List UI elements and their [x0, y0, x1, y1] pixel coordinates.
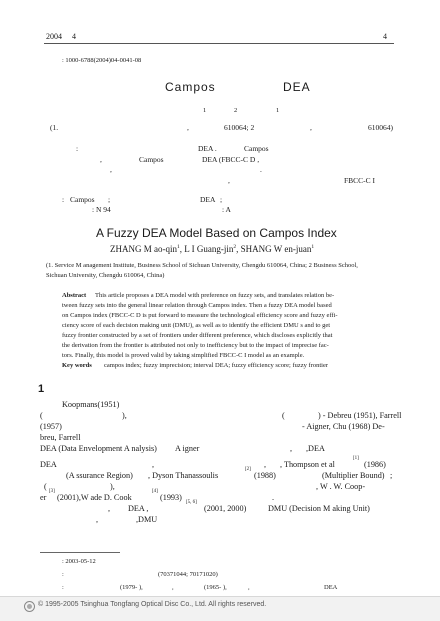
abstract-en-line-1: This article proposes a DEA model with preference on fuzzy sets, and translates relation be-	[95, 292, 335, 299]
s1-p7b: , Dyson Thanassoulis	[148, 471, 219, 480]
s1-p10a: ,	[108, 504, 111, 513]
s1-p8a: (	[44, 482, 47, 491]
cn-abstract-l1b: DEA .	[198, 144, 217, 153]
header-issue: 4	[72, 32, 76, 41]
cn-affiliation-c: 610064; 2	[224, 123, 255, 132]
footnote-author-d: (1965- ),	[204, 584, 227, 591]
s1-p7e: (Multiplier Bound)	[322, 471, 385, 480]
cn-abstract-l1c: Campos	[244, 144, 269, 153]
footnote-fund-b: (70371044; 70171020)	[158, 571, 218, 578]
s1-p9a: er	[40, 493, 47, 502]
author-2: , L I Guang-jin	[179, 244, 234, 254]
s1-p6d: , Thompson et al	[280, 460, 335, 469]
abstract-en-line-2: tween fuzzy sets into the general linear relation through Campos index. Then a fuzzy DEA model based	[62, 302, 332, 309]
s1-p5a: DEA (Data Envelopment A nalysis)	[40, 444, 157, 453]
s1-p4: breu, Farrell	[40, 433, 81, 442]
title-cn-left: Campos	[165, 80, 216, 94]
s1-p10b: DEA ,	[128, 504, 149, 513]
s1-p9e: (1993)	[160, 493, 182, 502]
s1-p10e: DMU (Decision M aking Unit)	[268, 504, 370, 513]
affiliation-en-line-1: (1. Service M anagement Institute, Business School of Sichuan University, Chengdu 610064, China; 2 Business School,	[46, 262, 358, 269]
s1-p2d: ) - Debreu (1951), Farrell	[318, 411, 402, 420]
author-mark-3: 1	[276, 107, 280, 114]
s1-p7a: (A ssurance Region)	[66, 471, 133, 480]
s1-ref-2: [2]	[245, 467, 251, 472]
s1-ref-4: [4]	[152, 489, 158, 494]
s1-p5c: ,	[290, 444, 293, 453]
s1-p2c: (	[282, 411, 285, 420]
publisher-logo-icon	[24, 601, 35, 612]
s1-p9c: (2001),W ade D. Cook	[57, 493, 132, 502]
s1-p3b: - Aigner, Chu (1968) De-	[302, 422, 385, 431]
title-en: A Fuzzy DEA Model Based on Campos Index	[96, 226, 337, 240]
s1-p3a: (1957)	[40, 422, 62, 431]
affiliation-en-line-2: Sichuan University, Chengdu 610064, China)	[46, 272, 165, 279]
author-mark-1: 1	[203, 107, 207, 114]
s1-p2a: (	[40, 411, 43, 420]
author-1: ZHANG M ao-qin	[110, 244, 177, 254]
cn-affiliation-e: 610064)	[368, 123, 393, 132]
s1-p10d: (2001, 2000)	[204, 504, 247, 513]
cn-abstract-l4b: FBCC-C I	[344, 176, 376, 185]
copyright-text: © 1995-2005 Tsinghua Tongfang Optical Disc Co., Ltd. All rights reserved.	[38, 601, 267, 608]
cn-clc-number: : N 94	[92, 205, 111, 214]
footnote-received: : 2003-05-12	[62, 558, 96, 565]
s1-p5d: ,DEA	[306, 444, 325, 453]
abstract-en-label: Abstract	[62, 292, 87, 299]
author-3: , SHANG W en-juan	[236, 244, 312, 254]
s1-p6c: ,	[264, 460, 267, 469]
s1-p7f: ;	[390, 471, 393, 480]
cn-keyword-3: DEA	[200, 195, 216, 204]
header-rule	[44, 43, 394, 44]
abstract-en-line-6: the derivation from the frontier is attributed not only to inefficiency but to the impact of imprecise fac-	[62, 342, 329, 349]
authors-en	[110, 244, 314, 254]
abstract-en-line-7: tors. Finally, this model is proved valid by taking simplified FBCC-C I model as an example.	[62, 352, 305, 359]
cn-affiliation-a: (1.	[50, 123, 59, 132]
s1-p1: Koopmans(1951)	[62, 400, 120, 409]
cn-keyword-1: Campos	[70, 195, 95, 204]
footnote-author-f: DEA	[324, 584, 338, 591]
cn-abstract-l3b: .	[260, 165, 262, 174]
cn-abstract-l3a: ,	[110, 165, 112, 174]
title-cn-right: DEA	[283, 80, 311, 94]
s1-p5b: A igner	[175, 444, 200, 453]
cn-doc-code: : A	[222, 205, 231, 214]
s1-p6f: (1986)	[364, 460, 386, 469]
author-1-mark: 1	[177, 244, 180, 250]
s1-ref-1: [1]	[353, 456, 359, 461]
cn-abstract-l2b: Campos	[139, 155, 164, 164]
cn-keywords-label: :	[62, 195, 65, 204]
abstract-en-line-4: ciency score of each decision making unit (DMU), as well as to identify the efficient DMU s and to get	[62, 322, 331, 329]
cn-abstract-l2a: ,	[100, 155, 102, 164]
footnote-rule	[40, 552, 120, 553]
footnote-author-a: :	[62, 584, 64, 591]
footnote-fund-a: :	[62, 571, 64, 578]
footnote-author-b: (1979- ),	[120, 584, 143, 591]
s1-p11b: ,DMU	[136, 515, 158, 524]
header-year: 2004	[46, 32, 62, 41]
s1-p8b: ),	[110, 482, 115, 491]
cn-abstract-l1a: :	[76, 144, 79, 153]
keywords-en-text: campos index; fuzzy imprecision; interval DEA; fuzzy efficiency score; fuzzy frontier	[104, 362, 329, 369]
cn-abstract-l4a: ,	[228, 176, 230, 185]
cn-abstract-l2c: DEA (FBCC-C D ,	[202, 155, 260, 164]
s1-p7d: (1988)	[254, 471, 276, 480]
s1-p6a: DEA	[40, 460, 57, 469]
footnote-author-c: ,	[172, 584, 174, 591]
section-1-number: 1	[38, 383, 45, 395]
s1-p2b: ),	[122, 411, 127, 420]
s1-p6b: ,	[152, 460, 155, 469]
author-2-mark: 2	[233, 244, 237, 250]
s1-p9f: .	[272, 493, 275, 502]
s1-p11a: ,	[96, 515, 99, 524]
s1-ref-3: [3]	[49, 489, 55, 494]
author-3-mark: 1	[311, 244, 315, 250]
copyright-bar	[0, 596, 440, 621]
abstract-en-line-3: on Campos index (FBCC-C D is put forward to measure the technological efficiency score and fuzzy effi-	[62, 312, 338, 319]
keywords-en-label: Key words	[62, 362, 92, 369]
s1-p8c: , W . W. Coop-	[316, 482, 366, 491]
author-mark-2: 2	[234, 107, 238, 114]
s1-ref-5-6: [5, 6]	[186, 500, 197, 505]
cn-affiliation-b: ,	[187, 123, 189, 132]
footnote-author-e: ,	[248, 584, 250, 591]
header-page: 4	[383, 32, 387, 41]
cn-keyword-sep-2: ;	[220, 195, 223, 204]
cn-affiliation-d: ,	[310, 123, 312, 132]
cn-keyword-sep-1: ;	[108, 195, 111, 204]
article-number: : 1000-6788(2004)04-0041-08	[62, 57, 142, 64]
abstract-en-line-5: fuzzy frontier constructed by a set of frontiers under different preference, which discloses explicitly that	[62, 332, 333, 339]
